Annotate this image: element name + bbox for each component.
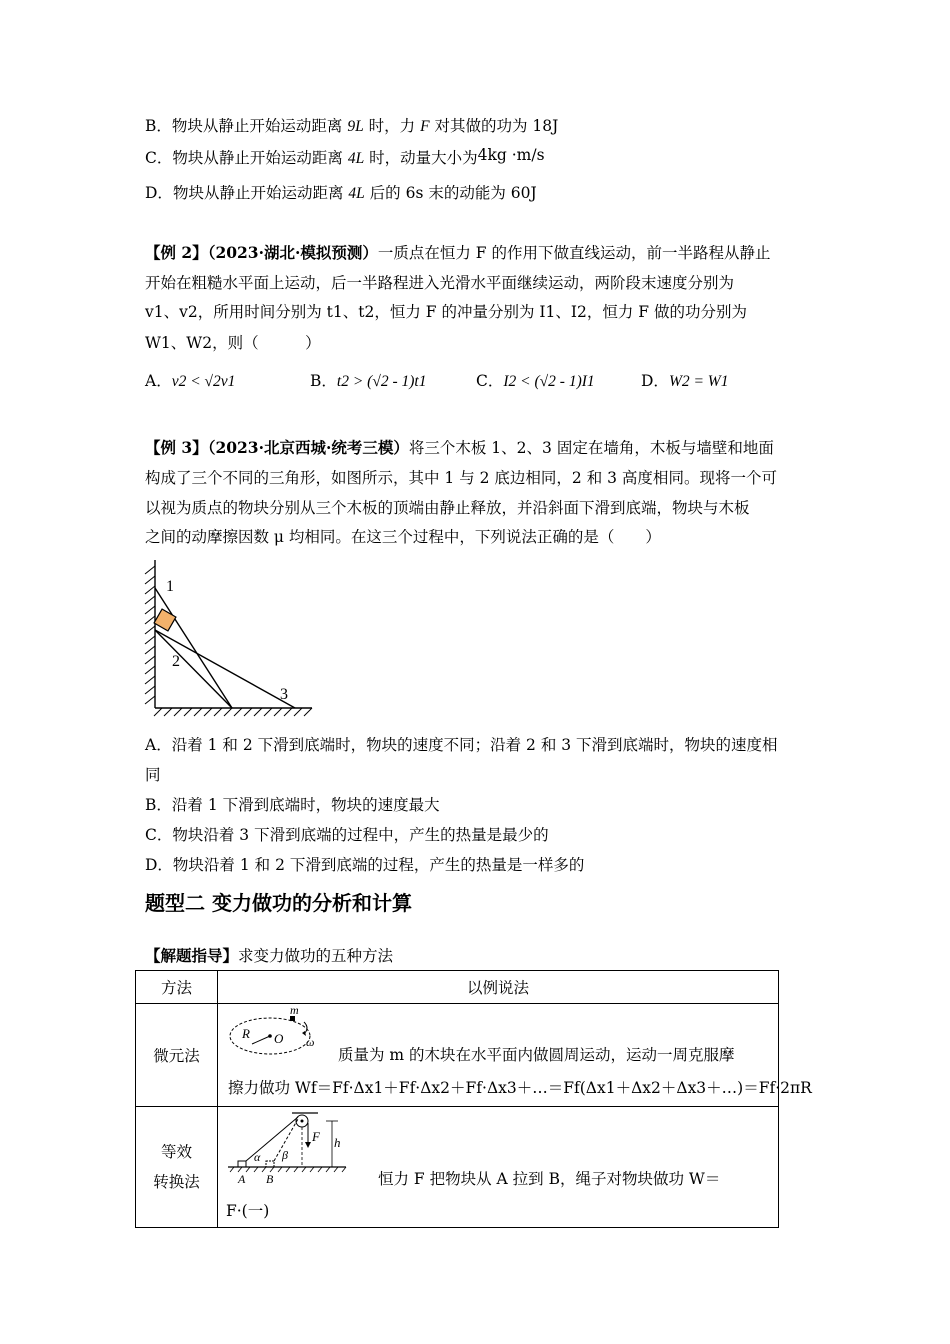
svg-text:R: R (242, 1026, 250, 1041)
micro-text-line1: 质量为 m 的木块在水平面内做圆周运动，运动一周克服摩 (338, 1046, 735, 1064)
option-b-prev: B．物块从静止开始运动距离 9L 时，力 F 对其做的功为 18J (145, 117, 559, 135)
table-row (136, 1107, 779, 1228)
example3-option-c: C．物块沿着 3 下滑到底端的过程中，产生的热量是最少的 (145, 826, 549, 844)
section-title: 题型二 变力做功的分析和计算 (145, 891, 412, 915)
method-example-micro (218, 1004, 812, 1107)
svg-text:B: B (266, 1172, 274, 1186)
example2-option-b: B．t2 > (√2 - 1)t1 (310, 372, 427, 390)
example2-line3: v1、v2，所用时间分别为 t1、t2，恒力 F 的冲量分别为 I1、I2，恒力 F 做的功分别为 (145, 303, 747, 321)
board-label-2: 2 (172, 653, 180, 670)
table-row (136, 1004, 779, 1107)
equivalent-text-line2: F·(一) (226, 1202, 270, 1220)
svg-text:ω: ω (306, 1035, 315, 1049)
svg-text:h: h (334, 1135, 341, 1150)
table-header-method: 方法 (136, 971, 218, 1004)
example2-line4: W1、W2，则（ ） (145, 334, 321, 352)
example3-line2: 构成了三个不同的三角形，如图所示，其中 1 与 2 底边相同，2 和 3 高度相同。现将一个可 (145, 469, 777, 487)
svg-text:F: F (312, 1129, 320, 1144)
method-example-equivalent (218, 1107, 779, 1228)
methods-table (135, 970, 812, 1228)
method-name-equivalent: 等效 转换法 (136, 1107, 218, 1228)
svg-text:m: m (290, 1006, 299, 1017)
guide-line: 【解题指导】求变力做功的五种方法 (145, 946, 394, 965)
example3-option-a-line1: A．沿着 1 和 2 下滑到底端时，物块的速度不同；沿着 2 和 3 下滑到底端时，物块的速度相 (145, 736, 778, 754)
incline-boards-figure (140, 558, 320, 720)
example2-option-d: D．W2 = W1 (641, 372, 729, 390)
svg-text:α: α (254, 1150, 261, 1164)
svg-text:A: A (238, 1172, 246, 1186)
example3-option-d: D．物块沿着 1 和 2 下滑到底端的过程，产生的热量是一样多的 (145, 856, 585, 874)
example3-option-b: B．沿着 1 下滑到底端时，物块的速度最大 (145, 796, 440, 814)
equivalent-text-line1: 恒力 F 把物块从 A 拉到 B，绳子对物块做功 W＝ (378, 1170, 721, 1188)
example3-line3: 以视为质点的物块分别从三个木板的顶端由静止释放，并沿斜面下滑到底端，物块与木板 (145, 499, 750, 517)
example2-line1: 【例 2】（2023·湖北·模拟预测）一质点在恒力 F 的作用下做直线运动，前一半路程从静止 (145, 243, 771, 262)
example3-line1: 【例 3】（2023·北京西城·统考三模）将三个木板 1、2、3 固定在墙角，木板与墙壁和地面 (145, 438, 774, 457)
circular-motion-figure (224, 1006, 334, 1058)
svg-text:O: O (274, 1031, 284, 1046)
board-label-3: 3 (280, 686, 288, 703)
option-c-prev: C．物块从静止开始运动距离 4L 时，动量大小为4kg ·m/s (145, 146, 545, 167)
example2-option-a: A．v2 < √2v1 (145, 372, 236, 390)
example3-line4: 之间的动摩擦因数 μ 均相同。在这三个过程中，下列说法正确的是（ ） (145, 528, 661, 546)
table-header-example: 以例说法 (218, 971, 779, 1004)
example3-option-a-line2: 同 (145, 766, 161, 784)
board-label-1: 1 (166, 578, 174, 595)
option-d-prev: D．物块从静止开始运动距离 4L 后的 6s 末的动能为 60J (145, 184, 537, 202)
method-name-micro: 微元法 (136, 1004, 218, 1107)
svg-text:β: β (282, 1148, 288, 1162)
example2-line2: 开始在粗糙水平面上运动，后一半路程进入光滑水平面继续运动，两阶段末速度分别为 (145, 274, 735, 292)
pulley-figure (226, 1109, 362, 1191)
micro-text-line2: 擦力做功 Wf＝Ff·Δx1＋Ff·Δx2＋Ff·Δx3＋…＝Ff(Δx1＋Δx2＋Δx3＋…)＝Ff·2πR (228, 1079, 812, 1097)
example2-option-c: C．I2 < (√2 - 1)I1 (476, 372, 595, 390)
